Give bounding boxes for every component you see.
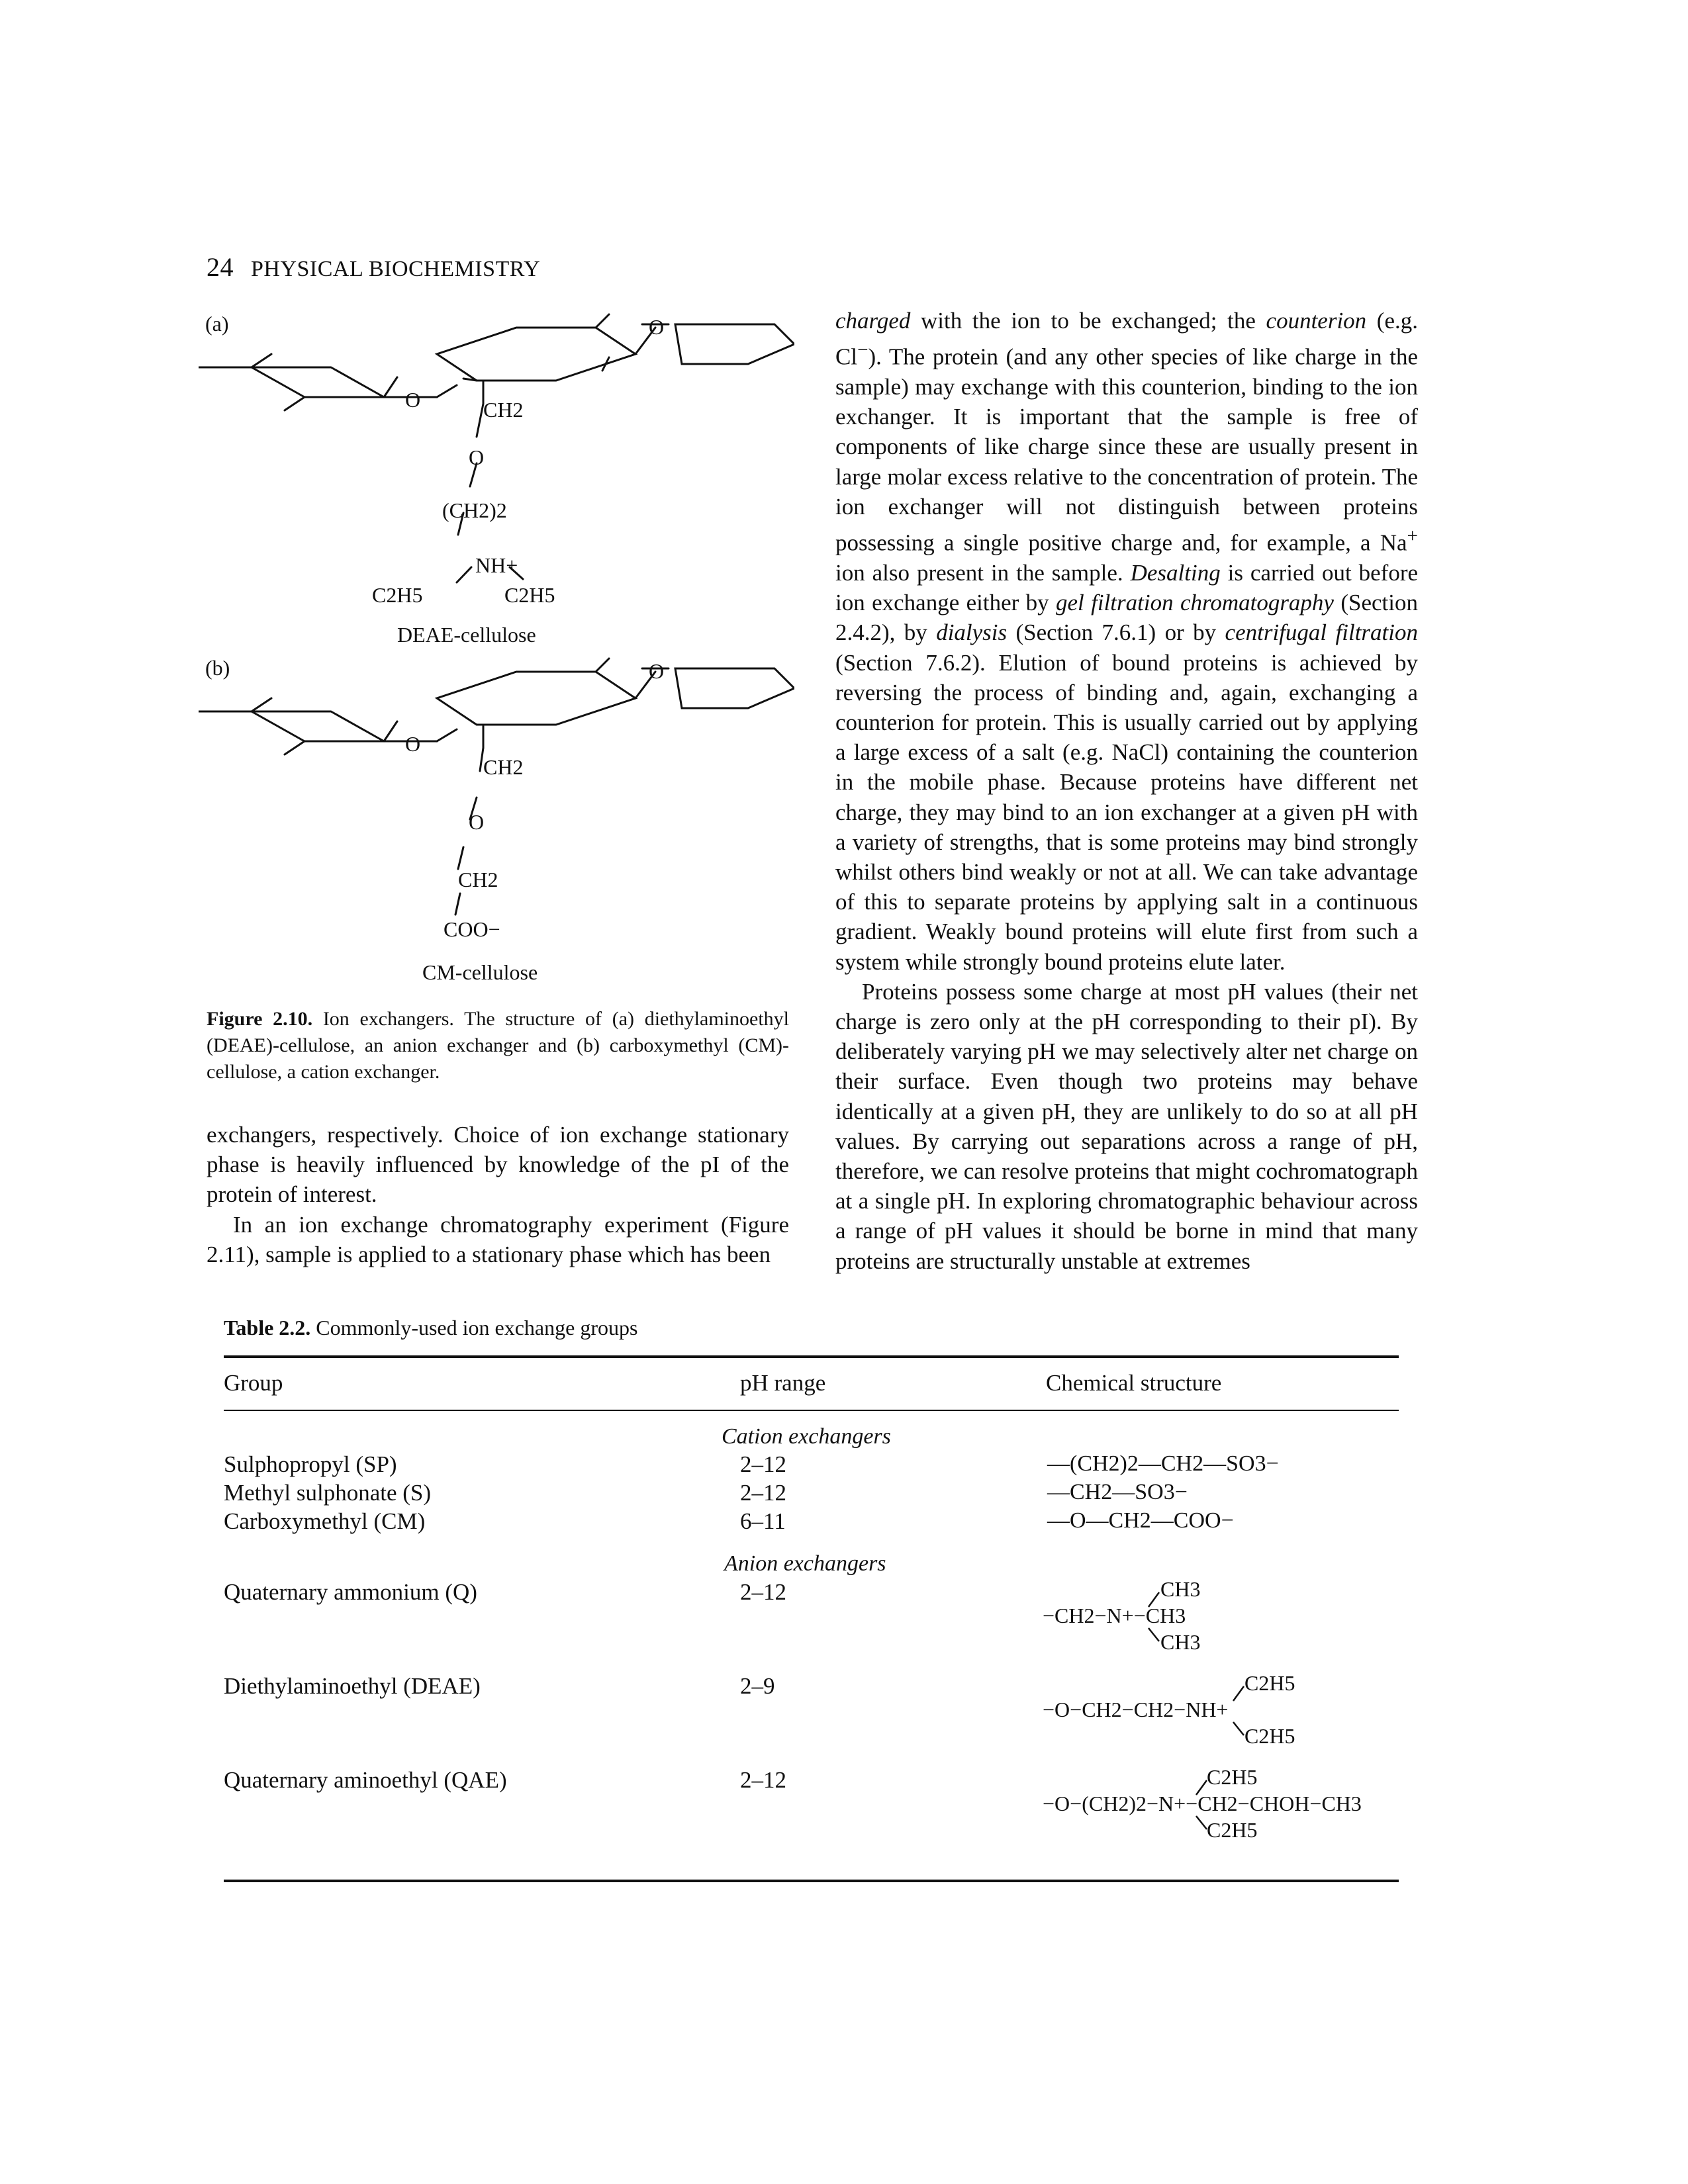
row-q-group: Quaternary ammonium (Q) [224,1579,477,1605]
oxygen-a: O [469,445,485,469]
running-head [207,251,540,283]
panel-a-label: (a) [205,312,229,336]
ring-oxygen-b1: O [405,732,421,756]
table-top-rule [224,1355,1399,1358]
row-s-structure: —CH2—SO3− [1047,1480,1188,1504]
row-s-group: Methyl sulphonate (S) [224,1480,432,1506]
figure-structures [199,311,794,993]
ch2-a: CH2 [483,398,524,422]
row-cm-ph: 6–11 [740,1508,786,1534]
figure-caption-text: Ion exchangers. The structure of (a) diethylaminoethyl (DEAE)-cellulose, an anion exchanger and (b) carboxymethyl (CM)-cellulose, a cation exchanger. [207,1008,789,1083]
text-span: with the ion to be exchanged; the [910,308,1266,334]
panel-b-label: (b) [205,656,230,680]
carboxylate-b: COO− [444,917,500,941]
ring-left-a [252,367,384,397]
oxygen-b: O [469,810,485,834]
ring-center-a [437,328,635,381]
text-span: (Section 7.6.2). Elution of bound proteins is achieved by reversing the process of binding and, again, exchanging a counterion for protein. This is usually carried out by applying a large excess of a salt (e.g. NaCl) containing the counterion in the mobile phase. Because proteins have different net charge, they may bind to an ion exchanger at a given pH with a variety of strengths, that is some proteins may bind strongly whilst others bind weakly or not at all. We can take advantage of this to separate proteins by applying salt in a continuous gradient. Weakly bound proteins will elute first from such a system while strongly bound proteins elute later. [835,649,1418,975]
right-paragraph-2: Proteins possess some charge at most pH values (their net charge is zero only at the pH corresponding to their pI). By deliberately varying pH we may selectively alter net charge on their surface. Even though two proteins may behave identically at a given pH, they are unlikely to do so at all pH values. By carrying out separations across a range of pH, therefore, we can resolve proteins that might cochromatograph at a single pH. In exploring chromatographic behaviour across a range of pH values it should be borne in mind that many proteins are structurally unstable at extremes [835,978,1418,1274]
row-deae-structure-top: C2H5 [1244,1671,1295,1695]
ethyl-right-a: C2H5 [504,583,555,607]
right-column-text [835,306,1418,1276]
ring-left-a-wedges [199,354,271,367]
figure-caption-label: Figure 2.10. [207,1008,313,1030]
row-q-structure-bottom: CH3 [1160,1630,1201,1654]
row-qae-ph: 2–12 [740,1767,786,1793]
row-deae-bonds [1233,1686,1244,1735]
text-span: ion also present in the sample. [835,559,1131,586]
row-q-structure-main: −CH2−N+−CH3 [1043,1604,1186,1627]
text-span: is carried out before ion exchange either by [835,559,1419,616]
row-qae-structure-top: C2H5 [1207,1765,1258,1789]
table-bottom-rule [224,1880,1399,1882]
header-group: Group [224,1370,283,1396]
ring-right-b [675,668,794,708]
text-span: (e.g. Cl [835,308,1418,370]
right-paragraph-1 [835,306,1418,977]
ring-center-b [437,672,635,725]
table-title-text: Commonly-used ion exchange groups [316,1316,638,1340]
ring-oxygen-b2: O [649,659,665,683]
ch2-b: CH2 [483,755,524,779]
term-dialysis: dialysis [936,619,1008,646]
running-title: PHYSICAL BIOCHEMISTRY [251,257,541,281]
left-column-text [207,1120,789,1269]
ammonium-a: NH+ [475,553,518,577]
anion-exchangers-label: Anion exchangers [724,1551,886,1576]
row-cm-structure: —O—CH2—COO− [1047,1508,1234,1533]
row-q-ph: 2–12 [740,1579,786,1605]
text-span: (Section 7.6.1) or by [1007,619,1225,646]
row-q-structure-top: CH3 [1160,1577,1201,1601]
row-deae-group: Diethylaminoethyl (DEAE) [224,1673,481,1699]
row-cm-group: Carboxymethyl (CM) [224,1508,426,1534]
row-deae-structure [1043,1669,1321,1755]
header-chemical-structure: Chemical structure [1046,1370,1222,1396]
superscript-plus: + [1407,525,1418,547]
ring-left-b [252,711,384,741]
term-centrifugal-filtration: centrifugal filtration [1225,619,1418,646]
text-span: (Section 2.4.2), by [835,590,1418,646]
row-q-structure [1043,1575,1307,1661]
row-sp-structure: —(CH2)2—CH2—SO3− [1047,1451,1279,1476]
row-qae-structure-bottom: C2H5 [1207,1818,1258,1842]
row-qae-structure [1043,1763,1413,1849]
row-sp-ph: 2–12 [740,1451,786,1477]
table-title [224,1316,637,1340]
row-qae-group: Quaternary aminoethyl (QAE) [224,1767,507,1793]
term-desalting: Desalting [1130,559,1221,586]
cm-cellulose-label: CM-cellulose [422,960,538,984]
row-deae-structure-bottom: C2H5 [1244,1724,1295,1748]
cation-exchangers-label: Cation exchangers [722,1424,891,1449]
header-ph-range: pH range [740,1370,826,1396]
ring-right-a [675,324,794,364]
text-span: ). The protein (and any other species of like charge in the sample) may exchange with this counterion, binding to the ion exchanger. It is important that the sample is free of components of like charge since these are usually present in large molar excess relative to the concentration of protein. The ion exchanger will not distinguish between proteins possessing a single positive charge and, for example, a Na [835,343,1418,556]
row-deae-structure-main: −O−CH2−CH2−NH+ [1043,1698,1229,1721]
ethylene-a: (CH2)2 [442,498,507,522]
superscript-minus: − [857,340,868,361]
ethyl-left-a: C2H5 [372,583,423,607]
row-sp-group: Sulphopropyl (SP) [224,1451,397,1477]
term-gel-filtration: gel filtration chromatography [1056,590,1334,616]
figure-2-10 [199,311,794,993]
page-number: 24 [207,252,234,282]
row-qae-structure-main: −O−(CH2)2−N+−CH2−CHOH−CH3 [1043,1792,1362,1815]
ring-oxygen-a1: O [405,388,421,412]
left-paragraph-2: In an ion exchange chromatography experiment (Figure 2.11), sample is applied to a stationary phase which has been [207,1211,789,1267]
row-deae-ph: 2–9 [740,1673,775,1699]
ch2-b2: CH2 [458,868,498,891]
deae-cellulose-label: DEAE-cellulose [397,623,536,647]
row-s-ph: 2–12 [740,1480,786,1506]
table-label: Table 2.2. [224,1316,311,1340]
term-charged: charged [835,308,911,334]
left-paragraph-1: exchangers, respectively. Choice of ion exchange stationary phase is heavily influenced by knowledge of the pI of the protein of interest. [207,1122,789,1208]
term-counterion: counterion [1266,308,1367,334]
figure-caption [207,1006,789,1085]
ring-oxygen-a2: O [649,315,665,339]
table-header-rule [224,1410,1399,1411]
